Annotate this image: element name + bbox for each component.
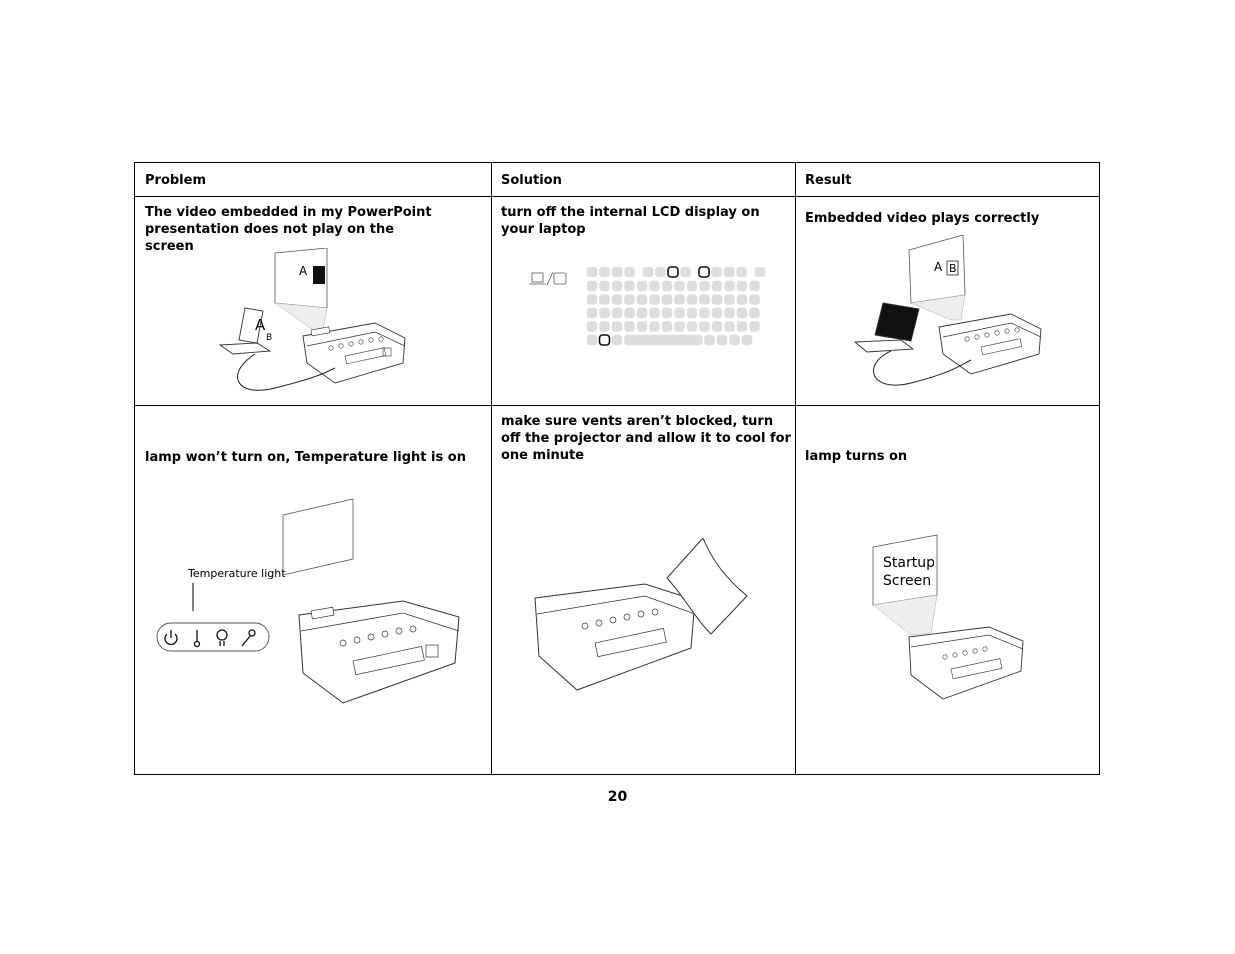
keyboard-key [587,295,597,305]
keyboard-key [737,281,747,291]
laptop-icon [220,308,272,354]
keyboard-key [700,322,710,332]
keyboard-key [612,322,622,332]
keyboard-key [750,295,760,305]
keyboard-key [625,335,703,345]
keyboard-key [612,335,622,345]
keyboard-key [612,295,622,305]
keyboard-key [737,267,747,277]
keyboard-key [687,295,697,305]
keyboard-key [717,335,727,345]
keyboard-key [587,322,597,332]
row1-solution-text: turn off the internal LCD display on your laptop [501,205,760,237]
keyboard-key [750,281,760,291]
keyboard-key [625,308,635,318]
blank-screen [283,499,353,575]
screen-letter-a: A [299,264,308,278]
keyboard-key [600,295,610,305]
laptop-letter-a: A [255,316,266,334]
keyboard-key [687,322,697,332]
keyboard-key [750,322,760,332]
startup-screen-illustration [871,533,1031,703]
keyboard-key [612,267,622,277]
page-number: 20 [607,789,628,805]
keyboard-key [662,322,672,332]
keyboard-key [712,267,722,277]
keyboard-key [587,281,597,291]
laptop-icon [855,303,919,352]
screen-text-line2: Screen [883,573,932,589]
keyboard-key [675,281,685,291]
keyboard-key [612,308,622,318]
row2-result-text: lamp turns on [805,449,908,464]
header-problem: Problem [145,173,206,188]
projector-icon [939,314,1041,374]
keyboard-key [650,308,660,318]
projector-icon [535,584,695,690]
keyboard-key [675,308,685,318]
lcd-toggle-icon [529,272,566,285]
row-divider [135,196,1099,197]
keyboard-key [712,322,722,332]
keyboard-key [656,267,666,277]
keyboard-key [737,322,747,332]
column-divider [491,163,492,774]
keyboard-key [600,322,610,332]
keyboard-key [737,295,747,305]
row1-problem-text: The video embedded in my PowerPoint presentation does not play on the screen [145,205,432,254]
keyboard-key [742,335,752,345]
keyboard-key [637,322,647,332]
keyboard-key [724,267,734,277]
keyboard-key [600,267,610,277]
projection-beam [275,303,327,330]
keyboard-key [700,295,710,305]
keyboard-key [587,267,597,277]
keyboard-key [730,335,740,345]
keyboard-key [600,281,610,291]
keyboard-key [662,308,672,318]
keyboard-key [687,308,697,318]
row1-result-text: Embedded video plays correctly [805,211,1040,226]
screen-text-line1: Startup [883,555,935,571]
screen-letter-b: B [949,262,957,275]
keyboard-key [650,295,660,305]
keyboard-key [637,281,647,291]
keyboard-key [625,281,635,291]
projector-laptop-illustration [215,248,415,408]
laptop-letter-b: B [266,333,273,343]
keyboard-key [650,281,660,291]
projector-icon [303,323,405,383]
keyboard-key [600,308,610,318]
keyboard-key [750,308,760,318]
keyboard-key [712,281,722,291]
row2-problem-text: lamp won’t turn on, Temperature light is on [145,450,466,465]
highlighted-key [699,267,709,277]
keyboard-key [587,308,597,318]
projector-vent-illustration [525,538,765,698]
header-solution: Solution [501,173,562,188]
keyboard-key [675,295,685,305]
keyboard-key [705,335,715,345]
temperature-light-illustration [143,493,483,713]
screen-letter-a: A [934,260,943,274]
keyboard-key [643,267,653,277]
keyboard-key [612,281,622,291]
row2-solution-text: make sure vents aren’t blocked, turn off the projector and allow it to cool for one minute [501,414,791,463]
keyboard-key [662,295,672,305]
keyboard-key [700,281,710,291]
keyboard-key [725,295,735,305]
keyboard-key [725,281,735,291]
indicator-panel [157,623,269,651]
keyboard-key [712,308,722,318]
keyboard-key [662,281,672,291]
keyboard-key [625,322,635,332]
keyboard-key [725,322,735,332]
keyboard-key [681,267,691,277]
keyboard-key [737,308,747,318]
temperature-light-callout: Temperature light [188,567,286,580]
projector-icon [299,601,459,703]
projector-icon [909,627,1023,699]
keyboard-illustration [527,263,767,348]
keyboard-key [712,295,722,305]
keyboard-key [625,295,635,305]
keyboard-key [625,267,635,277]
keyboard-key [675,322,685,332]
highlighted-key [668,267,678,277]
troubleshooting-table [134,162,1100,775]
keyboard-key [637,295,647,305]
keyboard-key [687,281,697,291]
highlighted-key [600,335,610,345]
header-result: Result [805,173,852,188]
blank-video-block [313,266,325,284]
keyboard-key [587,335,597,345]
keyboard-key [637,308,647,318]
column-divider [795,163,796,774]
keyboard-key [700,308,710,318]
projector-laptop-working-illustration [851,235,1051,395]
keyboard-key [755,267,765,277]
keyboard-key [650,322,660,332]
keyboard-key [725,308,735,318]
